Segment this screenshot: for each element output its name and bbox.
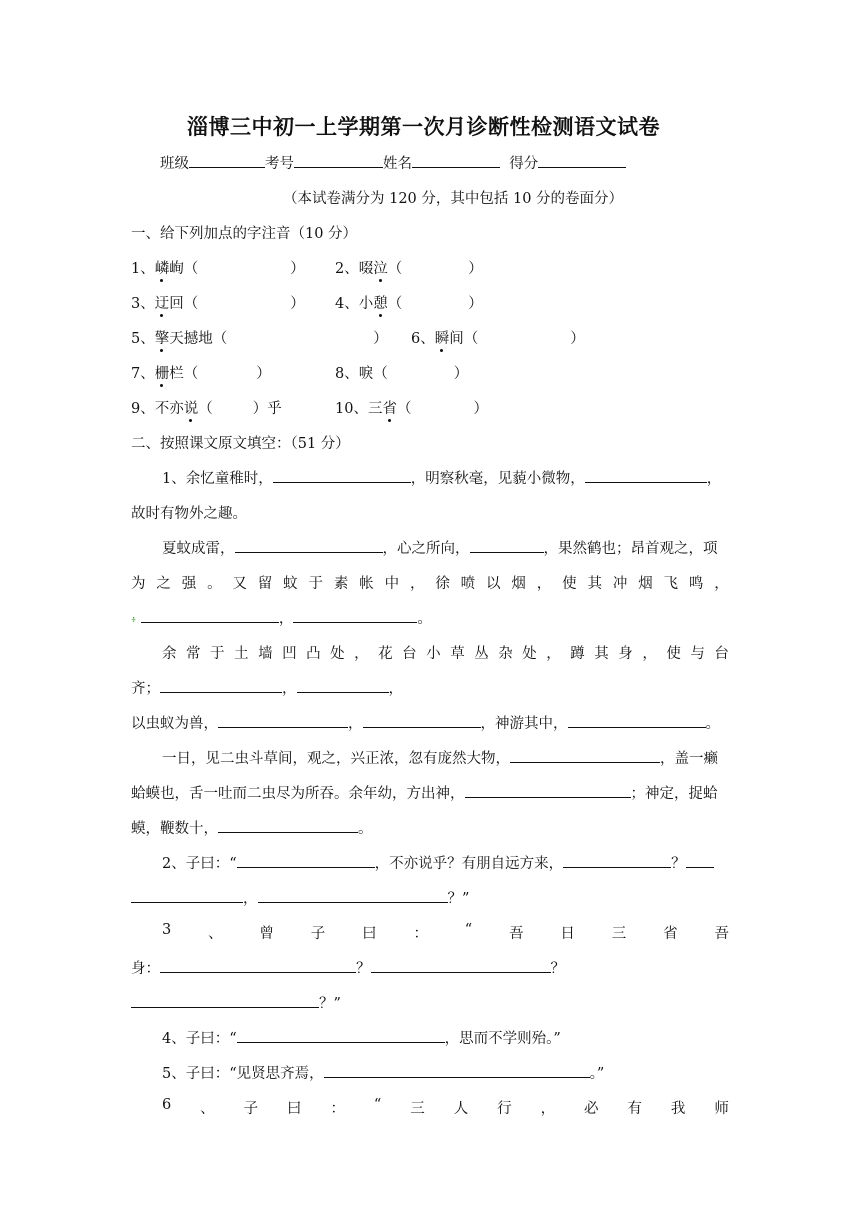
justified-char: 烟 (511, 576, 526, 592)
justified-char: 师 (714, 1101, 729, 1117)
pinyin-item-8: 8、唳（ ） (335, 366, 469, 382)
class-blank[interactable] (189, 153, 265, 168)
q1-para4-line-2: 蛤蟆也，舌一吐而二虫尽为所吞。余年幼，方出神， ；神定，捉蛤 (131, 782, 718, 803)
justified-char: 中 (384, 576, 400, 592)
dotted-char: 说 (183, 401, 199, 417)
exam-number-label: 考号 (265, 156, 294, 172)
fill-blank[interactable] (465, 783, 631, 798)
justified-char: 子 (243, 1101, 259, 1117)
q1-para4-line-3: 蟆，鞭数十， 。 (131, 817, 373, 838)
justified-char: 常 (186, 646, 201, 662)
justified-char: 子 (310, 926, 326, 942)
justified-char: 冲 (612, 576, 628, 592)
justified-char: 身 (618, 646, 633, 662)
q4-line: 4、子曰：“ ，思而不学则殆。” (162, 1027, 561, 1048)
dotted-char: 栅 (154, 366, 170, 382)
justified-char: 处 (522, 646, 537, 662)
score-label: 得分 (509, 156, 539, 172)
justified-char: 吾 (714, 926, 729, 942)
justified-char: 其 (594, 646, 609, 662)
q1-para2-line-2 (131, 572, 729, 593)
pinyin-item-3: 3、迂回（ ） (131, 296, 305, 312)
justified-char: 。 (207, 576, 222, 592)
justified-char: 我 (670, 1101, 686, 1117)
justified-char: ， (409, 576, 425, 592)
student-info-row (160, 152, 626, 173)
justified-char: “ (464, 922, 473, 938)
justified-char: 鸣 (688, 576, 704, 592)
justified-char: ， (714, 576, 729, 592)
fill-blank[interactable] (324, 1063, 590, 1078)
justified-char: 有 (627, 1101, 642, 1117)
justified-char: 飞 (663, 576, 679, 592)
justified-char: 其 (587, 576, 602, 592)
justified-char: 草 (450, 646, 465, 662)
justified-char: ， (354, 646, 369, 662)
fill-blank[interactable] (258, 888, 448, 903)
q1-para3-line-2: 齐； ， ， (131, 677, 403, 698)
class-label: 班级 (160, 156, 189, 172)
justified-char: 素 (333, 576, 349, 592)
fill-blank[interactable] (363, 713, 481, 728)
justified-char: 曰 (287, 1101, 302, 1117)
justified-char: 6 (162, 1097, 172, 1113)
score-blank[interactable] (538, 153, 626, 168)
justified-char: 使 (666, 646, 681, 662)
q1-line-2: 故时有物外之趣。 (131, 506, 247, 522)
fill-blank[interactable] (371, 958, 551, 973)
justified-char: 凹 (282, 646, 297, 662)
justified-char: ： (330, 1101, 345, 1117)
fill-blank[interactable] (470, 538, 544, 553)
justified-char: 省 (663, 926, 678, 942)
fill-blank[interactable] (568, 713, 706, 728)
justified-char: 以 (486, 576, 501, 592)
justified-char: 蚊 (283, 576, 298, 592)
justified-char: 台 (714, 646, 729, 662)
justified-char: 烟 (638, 576, 653, 592)
name-label: 姓名 (383, 156, 412, 172)
green-mark: ፥ (131, 615, 137, 626)
fill-blank[interactable] (235, 538, 383, 553)
pinyin-item-2: 2、啜泣（ ） (335, 261, 483, 277)
justified-char: 处 (330, 646, 345, 662)
q5-line: 5、子曰：“见贤思齐焉， 。” (162, 1062, 604, 1083)
q3-line-2: 身： ？ ？ (131, 957, 565, 978)
justified-char: ： (413, 926, 428, 942)
pinyin-item-4: 4、小憩（ ） (335, 296, 483, 312)
justified-char: 于 (308, 576, 324, 592)
section-1-heading: 一、给下列加点的字注音（10 分） (131, 226, 358, 242)
fill-blank[interactable] (293, 608, 417, 623)
q3-line-3: ？” (131, 992, 341, 1013)
q6-line-1 (162, 1097, 729, 1118)
fill-blank[interactable] (131, 888, 243, 903)
pinyin-item-6: 6、瞬间（ ） (411, 331, 585, 347)
fill-blank[interactable] (237, 853, 375, 868)
fill-blank[interactable] (218, 818, 358, 833)
justified-char: “ (373, 1097, 382, 1113)
fill-blank[interactable] (160, 958, 356, 973)
fill-blank[interactable] (510, 748, 660, 763)
pinyin-item-5: 5、擎天撼地（ ） (131, 331, 388, 347)
justified-char: ， (536, 576, 552, 592)
justified-char: 徐 (435, 576, 450, 592)
justified-char: 必 (584, 1101, 599, 1117)
justified-char: 人 (453, 1101, 469, 1117)
dotted-char: 瞬 (434, 331, 450, 347)
dotted-char: 迂 (154, 296, 170, 312)
q1-para3-line-3: 以虫蚁为兽， ， ，神游其中， 。 (131, 712, 720, 733)
justified-char: 曰 (362, 926, 377, 942)
justified-char: 吾 (509, 926, 524, 942)
q1-para3-line-1 (162, 642, 729, 663)
justified-char: 于 (210, 646, 225, 662)
justified-char: 之 (156, 576, 171, 592)
justified-char: 小 (426, 646, 441, 662)
fill-blank[interactable] (686, 853, 714, 868)
q2-line-1: 2、子曰：“ ，不亦说乎？有朋自远方来， ？ (162, 852, 714, 873)
dotted-char: 嶙 (154, 261, 170, 277)
q2-line-2: ， ？” (131, 887, 469, 908)
justified-char: 余 (162, 646, 177, 662)
justified-char: 日 (560, 926, 575, 942)
q1-line-1: 1、余忆童稚时， ，明察秋毫，见藐小微物， ， (162, 467, 721, 488)
q1-para2-line-1: 夏蚊成雷， ，心之所向， ，果然鹤也；昂首观之，项 (162, 537, 718, 558)
justified-char: 与 (690, 646, 705, 662)
dotted-char: 省 (382, 401, 397, 417)
q1-para4-line-1: 一日，见二虫斗草间，观之，兴正浓，忽有庞然大物， ，盖一癞 (162, 747, 718, 768)
justified-char: 为 (131, 576, 146, 592)
justified-char: ， (540, 1101, 556, 1117)
pinyin-item-10: 10、三省（ ） (335, 401, 488, 417)
justified-char: 花 (378, 646, 393, 662)
justified-char: 强 (181, 576, 197, 592)
fill-blank[interactable] (131, 993, 319, 1008)
justified-char: 3 (162, 922, 172, 938)
name-blank[interactable] (412, 153, 500, 168)
pinyin-item-9: 9、不亦说（ ）乎 (131, 401, 282, 417)
exam-number-blank[interactable] (294, 153, 383, 168)
justified-char: 又 (232, 576, 247, 592)
page-title: 淄博三中初一上学期第一次月诊断性检测语文试卷 (187, 114, 660, 139)
fill-blank[interactable] (297, 678, 389, 693)
fill-blank[interactable] (563, 853, 671, 868)
section-2-heading: 二、按照课文原文填空：（51 分） (131, 436, 350, 452)
justified-char: 帐 (359, 576, 374, 592)
pinyin-item-1: 1、嶙峋（ ） (131, 261, 305, 277)
justified-char: 、 (208, 926, 223, 942)
dotted-char: 泣 (373, 261, 388, 277)
fill-blank[interactable] (141, 608, 279, 623)
justified-char: 台 (402, 646, 417, 662)
fill-blank[interactable] (273, 468, 411, 483)
justified-char: 杂 (498, 646, 513, 662)
fill-blank[interactable] (218, 713, 348, 728)
fill-blank[interactable] (585, 468, 707, 483)
justified-char: 凸 (306, 646, 321, 662)
justified-char: 、 (200, 1101, 215, 1117)
justified-char: 使 (562, 576, 577, 592)
fill-blank[interactable] (160, 678, 282, 693)
justified-char: 留 (257, 576, 273, 592)
justified-char: 蹲 (570, 646, 585, 662)
justified-char: 墙 (258, 646, 273, 662)
fill-blank[interactable] (237, 1028, 445, 1043)
justified-char: 曾 (259, 926, 274, 942)
justified-char: 丛 (474, 646, 489, 662)
justified-char: 土 (234, 646, 249, 662)
justified-char: 行 (497, 1101, 512, 1117)
justified-char: ， (546, 646, 561, 662)
q3-line-1 (162, 922, 729, 943)
q1-para2-line-3: ፥ ， 。 (131, 607, 432, 628)
justified-char: 三 (410, 1101, 425, 1117)
justified-char: 三 (611, 926, 627, 942)
justified-char: ， (642, 646, 657, 662)
score-note: （本试卷满分为 120 分，其中包括 10 分的卷面分） (283, 191, 624, 207)
dotted-char: 憩 (373, 296, 388, 312)
justified-char: 喷 (460, 576, 476, 592)
dotted-char: 擎 (154, 331, 170, 347)
pinyin-item-7: 7、栅栏（ ） (131, 366, 271, 382)
